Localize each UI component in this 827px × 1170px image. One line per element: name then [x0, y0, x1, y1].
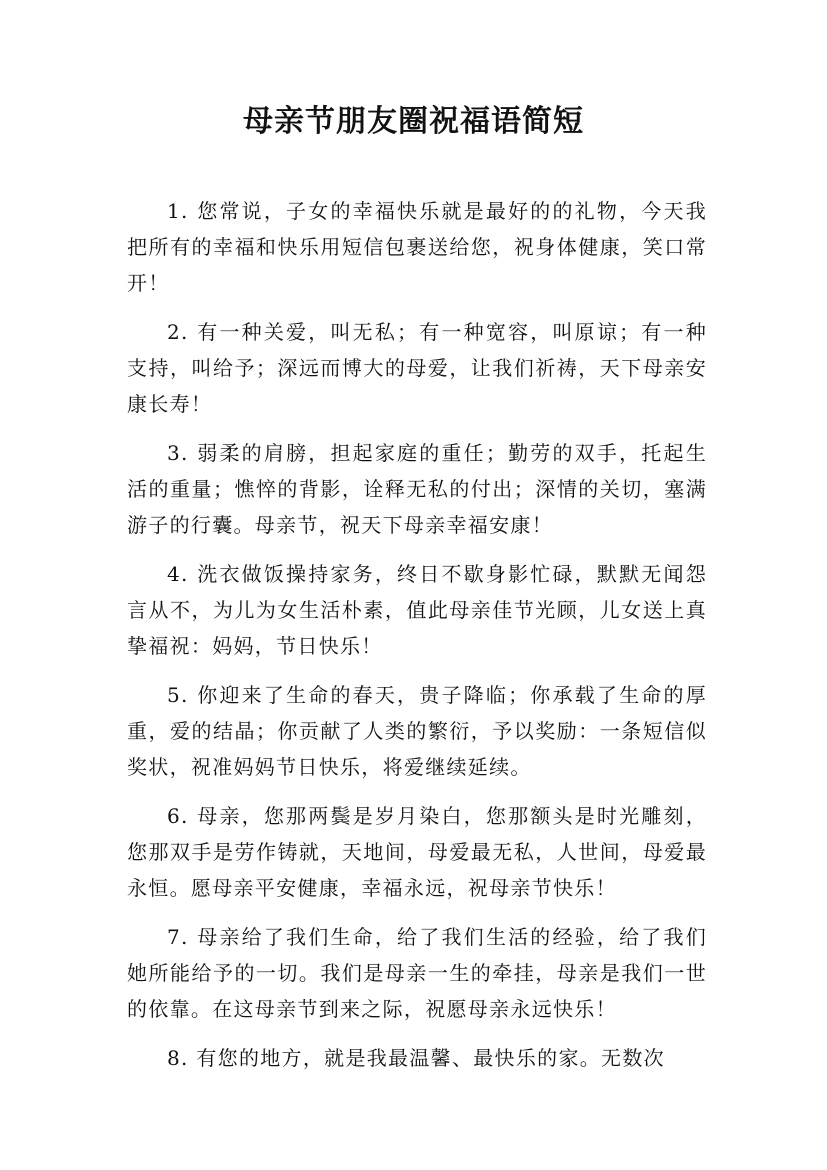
paragraph-8: 8. 有您的地方，就是我最温馨、最快乐的家。无数次 [167, 1046, 665, 1070]
paragraph-6: 6. 母亲，您那两鬓是岁月染白，您那额头是时光雕刻，您那双手是劳作铸就，天地间，母爱最无私，人世间，母爱最永恒。愿母亲平安健康，幸福永远，祝母亲节快乐！ [127, 804, 707, 900]
paragraph-3: 3. 弱柔的肩膀，担起家庭的重任；勤劳的双手，托起生活的重量；憔悴的背影，诠释无私的付出；深情的关切，塞满游子的行囊。母亲节，祝天下母亲幸福安康！ [127, 441, 707, 537]
page-title: 母亲节朋友圈祝福语简短 [243, 104, 584, 139]
paragraph-5: 5. 你迎来了生命的春天，贵子降临；你承载了生命的厚重，爱的结晶；你贡献了人类的繁衍，予以奖励：一条短信似奖状，祝准妈妈节日快乐，将爱继续延续。 [127, 683, 707, 779]
paragraph-4: 4. 洗衣做饭操持家务，终日不歇身影忙碌，默默无闻怨言从不，为儿为女生活朴素，值此母亲佳节光顾，儿女送上真挚福祝：妈妈，节日快乐！ [127, 562, 707, 658]
document-body [127, 193, 707, 1089]
paragraph-7: 7. 母亲给了我们生命，给了我们生活的经验，给了我们她所能给予的一切。我们是母亲一生的牵挂，母亲是我们一世的依靠。在这母亲节到来之际，祝愿母亲永远快乐！ [127, 925, 707, 1021]
paragraph-2: 2. 有一种关爱，叫无私；有一种宽容，叫原谅；有一种支持，叫给予；深远而博大的母爱，让我们祈祷，天下母亲安康长寿！ [127, 320, 707, 416]
paragraph-1: 1. 您常说，子女的幸福快乐就是最好的的礼物，今天我把所有的幸福和快乐用短信包裹送给您，祝身体健康，笑口常开！ [127, 199, 707, 295]
